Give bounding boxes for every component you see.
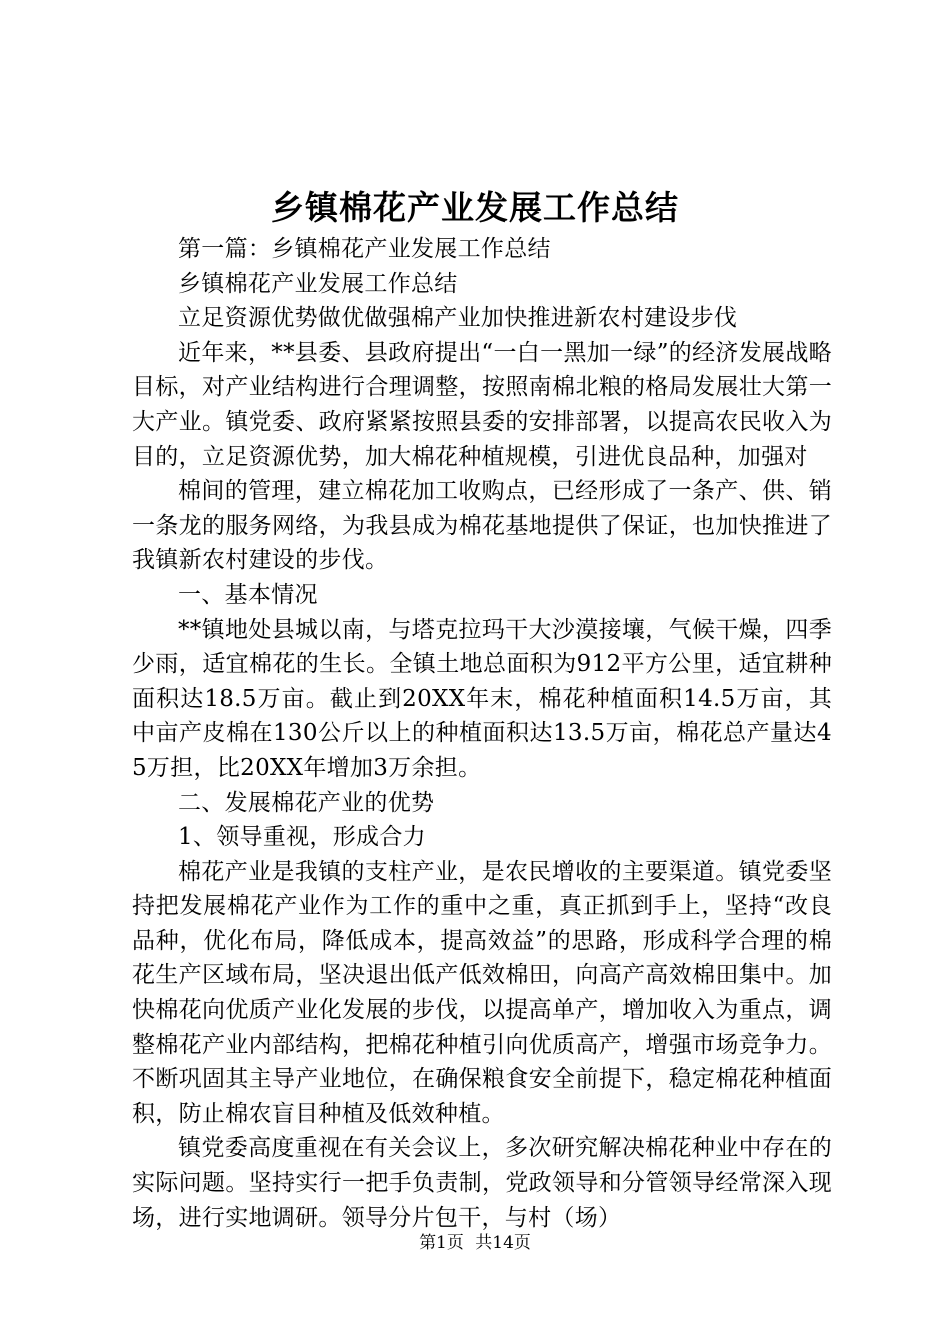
section-heading-advantages: 二、发展棉花产业的优势 xyxy=(178,789,435,816)
paragraph-subtitle-chapter: 第一篇：乡镇棉花产业发展工作总结 xyxy=(178,236,551,262)
document-body xyxy=(132,232,832,1235)
paragraph-intro-continued: 棉间的管理，建立棉花加工收购点，已经形成了一条产、供、销一条龙的服务网络，为我县成为棉花基地提供了保证，也加快推进了我镇新农村建设的步伐。 xyxy=(132,478,832,574)
paragraph-theme: 立足资源优势做优做强棉产业加快推进新农村建设步伐 xyxy=(178,305,738,332)
page-footer xyxy=(0,1232,950,1254)
page-total: 共14页 xyxy=(475,1233,531,1253)
page-number: 第1页 xyxy=(419,1233,464,1253)
paragraph-intro: 近年来，**县委、县政府提出“一白一黑加一绿”的经济发展战略目标，对产业结构进行合理调整，按照南棉北粮的格局发展壮大第一大产业。镇党委、政府紧紧按照县委的安排部署，以提高农民收入为目的，立足资源优势，加大棉花种植规模，引进优良品种，加强对 xyxy=(132,339,832,470)
paragraph-basic-situation: **镇地处县城以南，与塔克拉玛干大沙漠接壤，气候干燥，四季少雨，适宜棉花的生长。全镇土地总面积为912平方公里，适宜耕种面积达18.5万亩。截止到20XX年末，棉花种植面积14.5万亩，其中亩产皮棉在130公斤以上的种植面积达13.5万亩，棉花总产量达45万担，比20XX年增加3万余担。 xyxy=(132,616,832,781)
paragraph-party-committee: 镇党委高度重视在有关会议上，多次研究解决棉花种业中存在的实际问题。坚持实行一把手负责制，党政领导和分管领导经常深入现场，进行实地调研。领导分片包干，与村（场） xyxy=(132,1135,832,1231)
document-title: 乡镇棉花产业发展工作总结 xyxy=(271,188,679,227)
section-heading-basic-situation: 一、基本情况 xyxy=(178,581,318,608)
paragraph-leadership: 棉花产业是我镇的支柱产业，是农民增收的主要渠道。镇党委坚持把发展棉花产业作为工作的重中之重，真正抓到手上，坚持“改良品种，优化布局，降低成本，提高效益”的思路，形成科学合理的棉花生产区域布局，坚决退出低产低效棉田，向高产高效棉田集中。加快棉花向优质产业化发展的步伐，以提高单产，增加收入为重点，调整棉花产业内部结构，把棉花种植引向优质高产，增强市场竞争力。不断巩固其主导产业地位，在确保粮食安全前提下，稳定棉花种植面积，防止棉农盲目种植及低效种植。 xyxy=(132,858,832,1127)
paragraph-subtitle-name: 乡镇棉花产业发展工作总结 xyxy=(178,270,458,297)
subsection-heading-leadership: 1、领导重视，形成合力 xyxy=(178,824,426,851)
